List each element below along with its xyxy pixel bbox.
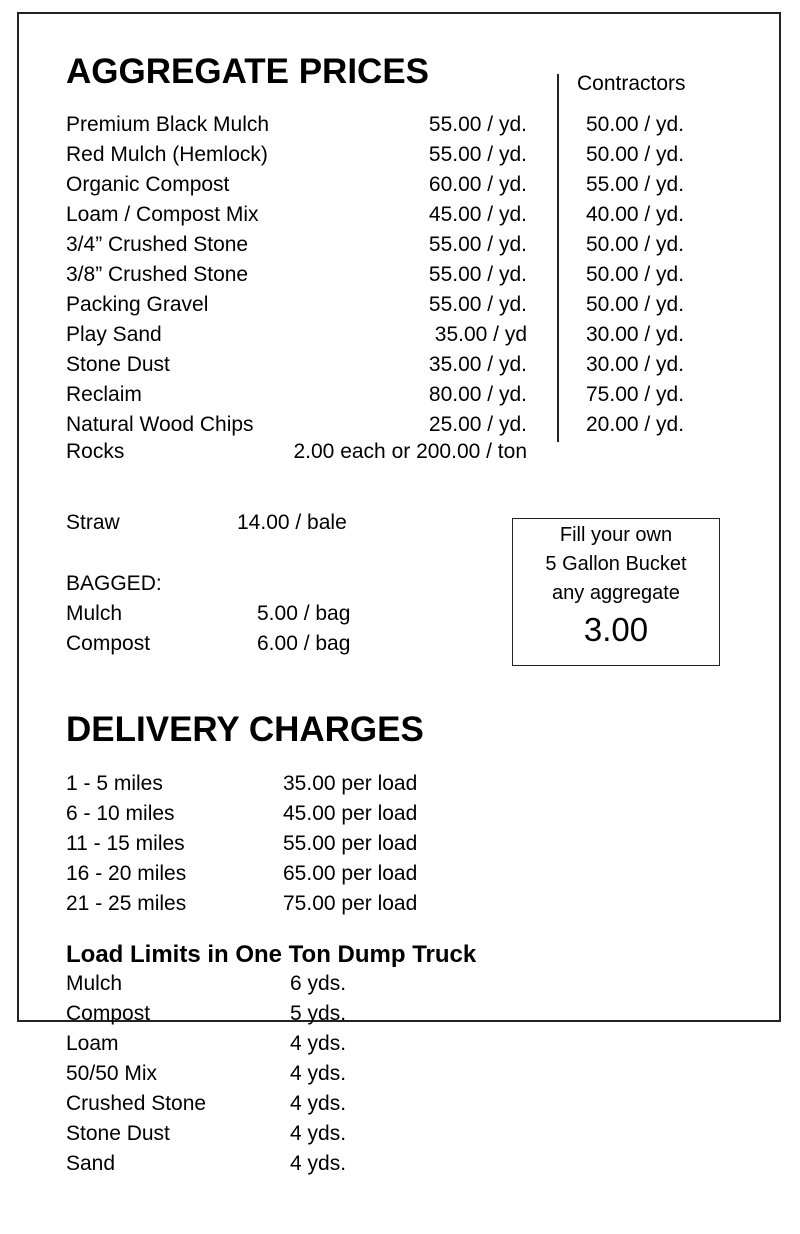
bucket-line-1: Fill your own [559, 524, 673, 546]
item-name: Straw [66, 511, 120, 534]
list-item [66, 999, 766, 1029]
list-item [66, 140, 766, 170]
contractor-price: 30.00 / yd. [586, 323, 685, 346]
delivery-charges-title: DELIVERY CHARGES [66, 710, 424, 749]
item-name: Rocks [66, 440, 125, 463]
bucket-offer-box [512, 518, 720, 666]
mileage-range: 16 - 20 miles [66, 862, 187, 885]
item-price: 55.00 / yd. [428, 233, 527, 256]
item-price: 60.00 / yd. [428, 173, 527, 196]
list-item [66, 859, 766, 889]
bucket-line-2: 5 Gallon Bucket [545, 553, 687, 575]
material-name: Stone Dust [66, 1122, 170, 1145]
contractor-price: 50.00 / yd. [586, 233, 685, 256]
delivery-price: 55.00 per load [283, 832, 418, 855]
list-item [66, 260, 766, 290]
load-limit: 6 yds. [290, 972, 347, 995]
item-name: Natural Wood Chips [66, 413, 254, 436]
load-limit: 4 yds. [290, 1032, 347, 1055]
item-price: 25.00 / yd. [428, 413, 527, 436]
material-name: Mulch [66, 972, 123, 995]
item-price: 55.00 / yd. [428, 293, 527, 316]
contractor-price: 50.00 / yd. [586, 293, 685, 316]
list-item [66, 410, 766, 440]
list-item [66, 969, 766, 999]
contractor-price: 50.00 / yd. [586, 263, 685, 286]
load-limit: 4 yds. [290, 1122, 347, 1145]
list-item [66, 1029, 766, 1059]
mileage-range: 6 - 10 miles [66, 802, 175, 825]
mileage-range: 21 - 25 miles [66, 892, 187, 915]
item-price: 45.00 / yd. [428, 203, 527, 226]
item-price: 55.00 / yd. [428, 263, 527, 286]
material-name: Loam [66, 1032, 119, 1055]
contractors-header: Contractors [577, 72, 686, 95]
item-name: Organic Compost [66, 173, 230, 196]
contractor-price: 20.00 / yd. [586, 413, 685, 436]
bucket-line-3: any aggregate [552, 582, 680, 604]
list-item [66, 799, 766, 829]
item-name: Stone Dust [66, 353, 170, 376]
delivery-price: 35.00 per load [283, 772, 418, 795]
item-name: Compost [66, 632, 151, 655]
load-limit: 4 yds. [290, 1062, 347, 1085]
item-name: Loam / Compost Mix [66, 203, 259, 226]
material-name: 50/50 Mix [66, 1062, 158, 1085]
item-name: Mulch [66, 602, 123, 625]
list-item [66, 829, 766, 859]
list-item [66, 1059, 766, 1089]
item-price: 5.00 / bag [257, 602, 351, 625]
list-item [66, 230, 766, 260]
mileage-range: 11 - 15 miles [66, 832, 185, 855]
list-item [66, 200, 766, 230]
delivery-price: 65.00 per load [283, 862, 418, 885]
bucket-price: 3.00 [583, 611, 649, 648]
list-item [66, 1089, 766, 1119]
list-item [66, 380, 766, 410]
material-name: Crushed Stone [66, 1092, 207, 1115]
item-price: 35.00 / yd. [428, 353, 527, 376]
item-price: 2.00 each or 200.00 / ton [293, 440, 527, 463]
list-item [66, 320, 766, 350]
load-limit: 4 yds. [290, 1152, 347, 1175]
item-price: 14.00 / bale [237, 511, 347, 534]
contractor-price: 75.00 / yd. [586, 383, 685, 406]
aggregate-prices-title: AGGREGATE PRICES [66, 52, 430, 91]
contractor-price: 30.00 / yd. [586, 353, 685, 376]
delivery-price: 45.00 per load [283, 802, 418, 825]
load-limit: 4 yds. [290, 1092, 347, 1115]
item-price: 55.00 / yd. [428, 143, 527, 166]
delivery-price: 75.00 per load [283, 892, 418, 915]
item-price: 6.00 / bag [257, 632, 351, 655]
list-item [66, 1149, 766, 1179]
item-name: Packing Gravel [66, 293, 209, 316]
rocks-row [66, 437, 766, 467]
material-name: Compost [66, 1002, 151, 1025]
list-item [66, 290, 766, 320]
item-name: 3/4” Crushed Stone [66, 233, 249, 256]
load-limit: 5 yds. [290, 1002, 347, 1025]
item-name: 3/8” Crushed Stone [66, 263, 249, 286]
contractor-price: 55.00 / yd. [586, 173, 685, 196]
list-item [66, 1119, 766, 1149]
list-item [66, 170, 766, 200]
material-name: Sand [66, 1152, 116, 1175]
contractor-price: 40.00 / yd. [586, 203, 685, 226]
contractor-price: 50.00 / yd. [586, 113, 685, 136]
bagged-label-text: BAGGED: [66, 572, 162, 595]
item-name: Red Mulch (Hemlock) [66, 143, 268, 166]
item-name: Premium Black Mulch [66, 113, 270, 136]
item-price: 35.00 / yd [434, 323, 527, 346]
list-item [66, 350, 766, 380]
contractor-price: 50.00 / yd. [586, 143, 685, 166]
item-price: 80.00 / yd. [428, 383, 527, 406]
item-price: 55.00 / yd. [428, 113, 527, 136]
item-name: Play Sand [66, 323, 162, 346]
list-item [66, 769, 766, 799]
mileage-range: 1 - 5 miles [66, 772, 163, 795]
item-name: Reclaim [66, 383, 142, 406]
list-item [66, 110, 766, 140]
list-item [66, 889, 766, 919]
load-limits-title: Load Limits in One Ton Dump Truck [66, 941, 477, 968]
